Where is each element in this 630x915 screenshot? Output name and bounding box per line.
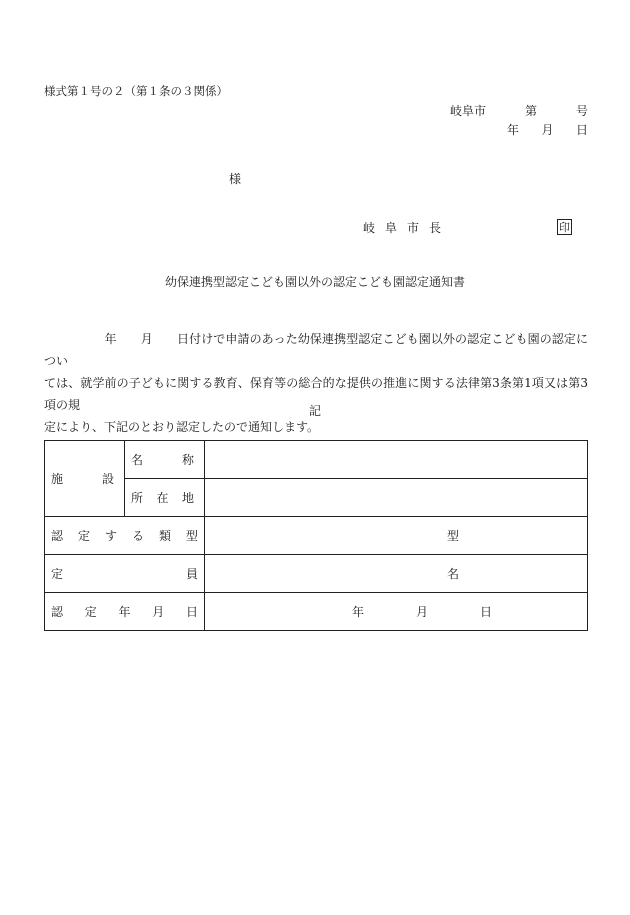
date-value-day: 日: [480, 605, 493, 619]
name-label-char: 称: [181, 453, 194, 467]
capacity-unit: 名: [446, 567, 459, 581]
name-value-cell: [205, 441, 588, 479]
type-label-char: 定: [77, 529, 90, 543]
issue-date-year: 年: [507, 123, 520, 137]
capacity-label-cell: [45, 555, 205, 593]
location-label-char: 所: [131, 491, 144, 505]
facility-label-char: 設: [101, 472, 114, 486]
notification-body: [44, 328, 588, 438]
certification-table: [44, 440, 588, 631]
issuer-number-line: [450, 105, 588, 117]
type-label-cell: [45, 517, 205, 555]
facility-label-char: 施: [51, 472, 64, 486]
date-label-char: 年: [118, 605, 131, 619]
document-title: 幼保連携型認定こども園以外の認定こども園認定通知書: [164, 275, 465, 289]
issue-date: [507, 124, 588, 136]
capacity-label-char: 定: [51, 567, 64, 581]
ki-heading: 記: [308, 404, 321, 418]
table-row-date: [45, 593, 588, 631]
form-number: 様式第１号の２（第１条の３関係）: [44, 84, 228, 98]
date-value-year: 年: [351, 605, 364, 619]
table-row-type: [45, 517, 588, 555]
capacity-value-cell: [205, 555, 588, 593]
type-label-char: 認: [51, 529, 64, 543]
location-label-char: 地: [181, 491, 194, 505]
date-label-char: 認: [51, 605, 64, 619]
table-row-capacity: [45, 555, 588, 593]
table-row-facility-name: [45, 441, 588, 479]
issuer-go: 号: [575, 104, 588, 118]
issuer-dai: 第: [524, 104, 537, 118]
date-value-month: 月: [415, 605, 428, 619]
issue-date-day: 日: [575, 123, 588, 137]
type-value-cell: [205, 517, 588, 555]
sender-mayor: 岐阜市長: [363, 221, 452, 235]
facility-label-cell: [45, 441, 125, 517]
type-label-char: 類: [158, 529, 171, 543]
addressee-honorific: 様: [229, 172, 242, 186]
table-row-facility-location: [45, 479, 588, 517]
name-label-char: 名: [131, 453, 144, 467]
type-unit: 型: [446, 529, 459, 543]
issuer-city: 岐阜市: [450, 104, 487, 118]
issue-date-month: 月: [541, 123, 554, 137]
type-label-char: す: [104, 529, 117, 543]
body-line-2: ては、就学前の子どもに関する教育、保育等の総合的な提供の推進に関する法律第3条第1項又は第3項の規: [44, 376, 588, 412]
body-line-1: 年 月 日付けで申請のあった幼保連携型認定こども園以外の認定こども園の認定につい: [44, 332, 588, 368]
date-label-char: 日: [185, 605, 198, 619]
date-label-char: 月: [152, 605, 165, 619]
type-label-char: る: [131, 529, 144, 543]
name-label-cell: [125, 441, 205, 479]
location-value-cell: [205, 479, 588, 517]
body-line-3: 定により、下記のとおり認定したので通知します。: [44, 420, 320, 434]
date-value-cell: [205, 593, 588, 631]
date-label-cell: [45, 593, 205, 631]
location-label-cell: [125, 479, 205, 517]
capacity-label-char: 員: [185, 567, 198, 581]
seal-stamp: 印: [559, 220, 570, 234]
date-label-char: 定: [84, 605, 97, 619]
type-label-char: 型: [185, 529, 198, 543]
location-label-char: 在: [156, 491, 169, 505]
